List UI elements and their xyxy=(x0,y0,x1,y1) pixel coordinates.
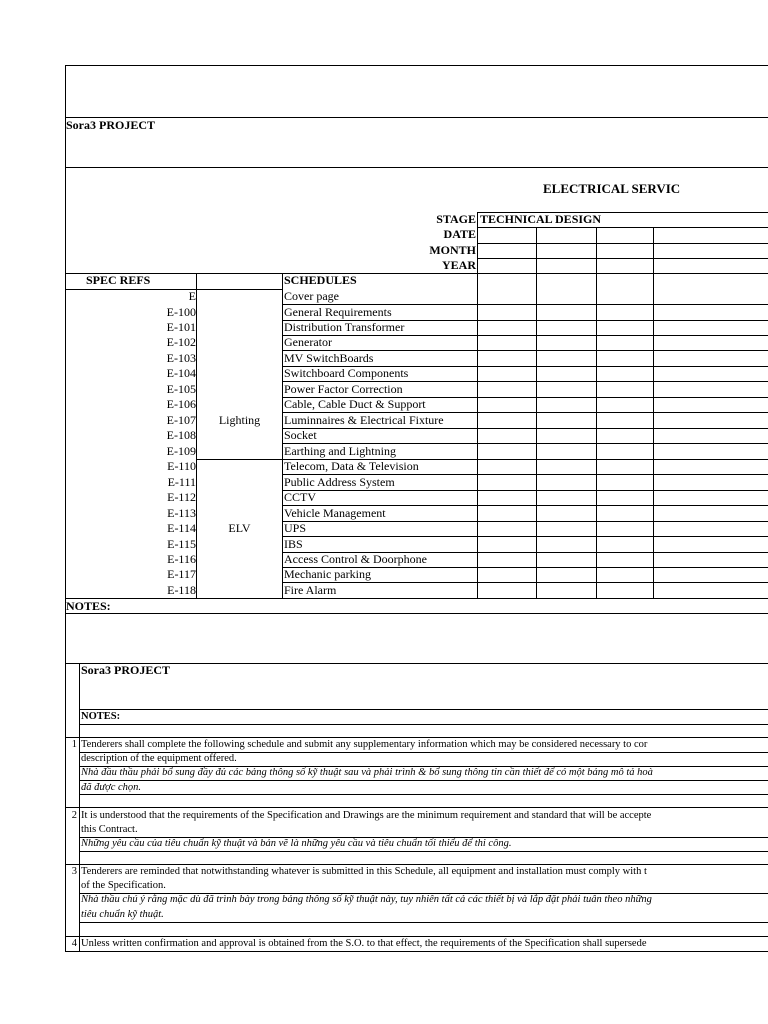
schedule-link[interactable]: Power Factor Correction xyxy=(284,382,403,396)
grid-line xyxy=(477,243,768,244)
row-line xyxy=(282,536,768,537)
border-bottom xyxy=(65,951,768,952)
grid-vline xyxy=(196,273,197,599)
spec-ref: E-114 xyxy=(167,521,196,535)
schedule-link[interactable]: CCTV xyxy=(284,490,317,504)
spec-ref: E xyxy=(188,289,196,303)
schedule-link[interactable]: Cover page xyxy=(284,289,339,303)
spec-ref: E-102 xyxy=(166,335,196,349)
schedule-link[interactable]: Public Address System xyxy=(284,475,395,489)
project-title: Sora3 PROJECT xyxy=(66,118,156,132)
spec-ref: E-110 xyxy=(167,459,196,473)
spec-ref: E-118 xyxy=(167,583,196,597)
schedule-link[interactable]: IBS xyxy=(284,537,303,551)
table-bottom-line xyxy=(65,598,768,599)
table-top-line xyxy=(65,273,768,274)
spec-ref: E-104 xyxy=(166,366,196,380)
spec-ref: E-106 xyxy=(166,397,196,411)
schedule-link[interactable]: MV SwitchBoards xyxy=(284,351,374,365)
notes-label: NOTES: xyxy=(66,599,111,613)
note-text-vi: đã được chọn. xyxy=(81,782,142,793)
spec-ref: E-116 xyxy=(167,552,196,566)
spec-ref: E-112 xyxy=(167,490,196,504)
note-text-en: Tenderers are reminded that notwithstanding whatever is submitted in this Schedule, all equipment and installation must comply with t xyxy=(81,866,647,877)
border-line xyxy=(65,613,768,614)
schedule-link[interactable]: Socket xyxy=(284,428,317,442)
spec-ref: E-108 xyxy=(166,428,196,442)
note-text-vi: Những yêu cầu của tiêu chuẩn kỹ thuật và bản vẽ là những yêu cầu và tiêu chuẩn tối thiểu để thi công. xyxy=(81,838,512,849)
row-line xyxy=(282,490,768,491)
schedule-link[interactable]: Switchboard Components xyxy=(284,366,409,380)
stage-value: TECHNICAL DESIGN xyxy=(480,212,602,226)
schedule-link[interactable]: Vehicle Management xyxy=(284,506,386,520)
schedule-link[interactable]: Generator xyxy=(284,335,332,349)
grid-vline xyxy=(282,273,283,599)
border-line xyxy=(79,724,768,725)
row-line xyxy=(196,598,283,599)
border-line xyxy=(65,663,768,664)
spec-ref: E-113 xyxy=(167,506,196,520)
spec-ref: E-109 xyxy=(166,444,196,458)
note-text-en: description of the equipment offered. xyxy=(81,753,237,764)
grid-line xyxy=(477,227,768,228)
border-line xyxy=(65,117,768,118)
grid-vline xyxy=(653,227,654,599)
row-line xyxy=(282,335,768,336)
schedule-link[interactable]: Telecom, Data & Television xyxy=(284,459,419,473)
row-line xyxy=(196,289,283,290)
grid-vline xyxy=(536,227,537,599)
spec-refs-header: SPEC REFS xyxy=(86,273,151,287)
schedule-link[interactable]: UPS xyxy=(284,521,307,535)
spec-ref: E-103 xyxy=(166,351,196,365)
spec-ref: E-111 xyxy=(167,475,196,489)
note-text-en: Tenderers shall complete the following schedule and submit any supplementary information which may be considered necessary to cor xyxy=(81,739,648,750)
year-label: YEAR xyxy=(441,258,476,272)
schedule-link[interactable]: Earthing and Lightning xyxy=(284,444,396,458)
border-line xyxy=(65,167,768,168)
schedules-header: SCHEDULES xyxy=(284,273,357,287)
note-text-en: Unless written confirmation and approval is obtained from the S.O. to that effect, the requirements of the Specification shall supersede xyxy=(81,938,647,949)
spec-ref: E-101 xyxy=(166,320,196,334)
row-line xyxy=(79,780,768,781)
row-line xyxy=(282,428,768,429)
schedule-link[interactable]: Access Control & Doorphone xyxy=(284,552,427,566)
schedule-link[interactable]: Cable, Cable Duct & Support xyxy=(284,397,426,411)
schedule-link[interactable]: Luminnaires & Electrical Fixture xyxy=(284,413,444,427)
row-line xyxy=(79,851,768,852)
spec-ref: E-117 xyxy=(167,567,196,581)
spec-ref: E-115 xyxy=(167,537,196,551)
spec-ref: E-100 xyxy=(166,305,196,319)
document-title: ELECTRICAL SERVIC xyxy=(543,181,681,196)
month-label: MONTH xyxy=(429,243,476,257)
row-line xyxy=(196,459,283,460)
note-text-vi: Nhà thầu chú ý rằng mặc dù đã trình bày trong bảng thông số kỹ thuật này, tuy nhiên tất cả các thiết bị và lắp đặt phải tuân theo những xyxy=(81,894,652,905)
spec-ref: E-107 xyxy=(166,413,196,427)
border-top xyxy=(65,65,768,66)
grid-vline xyxy=(477,212,478,599)
section2-notes-label: NOTES: xyxy=(81,711,121,722)
spec-ref: E-105 xyxy=(166,382,196,396)
grid-line xyxy=(477,258,768,259)
stage-label: STAGE xyxy=(436,212,476,226)
grid-line xyxy=(477,212,768,213)
group-label-elv: ELV xyxy=(228,521,251,535)
row-line xyxy=(79,794,768,795)
row-line xyxy=(282,582,768,583)
note-text-vi: tiêu chuẩn kỹ thuật. xyxy=(81,909,164,920)
schedule-link[interactable]: Mechanic parking xyxy=(284,567,371,581)
schedule-link[interactable]: General Requirements xyxy=(284,305,392,319)
note-number: 1 xyxy=(71,739,77,750)
grid-vline xyxy=(596,227,597,599)
border-line xyxy=(79,709,768,710)
note-number: 4 xyxy=(71,938,77,949)
note-text-en: this Contract. xyxy=(81,824,138,835)
group-label-lighting: Lighting xyxy=(218,413,261,427)
schedule-link[interactable]: Fire Alarm xyxy=(284,583,337,597)
date-label: DATE xyxy=(443,227,476,241)
note-text-vi: Nhà đầu thầu phải bổ sung đầy đủ các bảng thông số kỹ thuật sau và phải trình & bổ sung thông tin cần thiết để có một bảng mô tả hoà xyxy=(81,767,653,778)
section2-project-title: Sora3 PROJECT xyxy=(81,663,171,677)
note-text-en: of the Specification. xyxy=(81,880,166,891)
row-line xyxy=(282,521,768,522)
border-line xyxy=(65,807,768,808)
note-number: 2 xyxy=(71,810,77,821)
schedule-link[interactable]: Distribution Transformer xyxy=(284,320,405,334)
note-number: 3 xyxy=(71,866,77,877)
row-line xyxy=(79,922,768,923)
note-text-en: It is understood that the requirements of the Specification and Drawings are the minimum requirement and standard that will be accepte xyxy=(81,810,652,821)
